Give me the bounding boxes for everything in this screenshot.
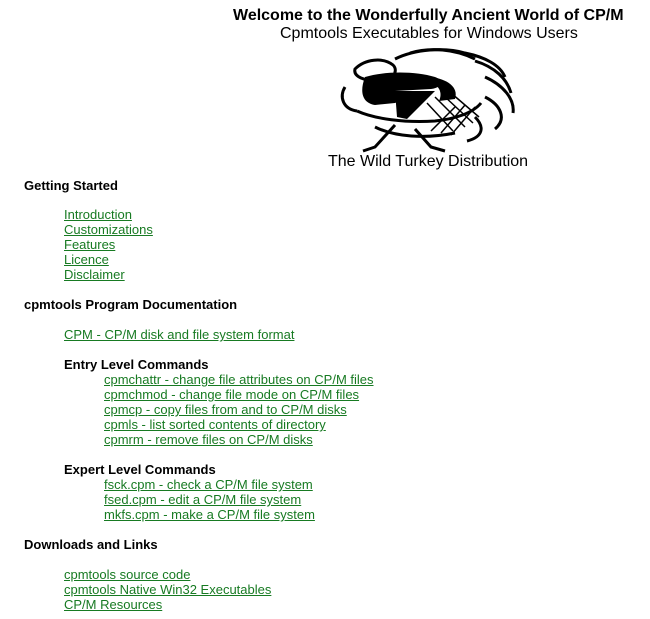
list-item [64, 237, 153, 252]
list-item [64, 222, 153, 237]
cpm-resources-link[interactable]: CP/M Resources [64, 597, 163, 612]
list-item [104, 507, 315, 522]
fsck-cpm-link[interactable]: fsck.cpm - check a CP/M file system [104, 477, 313, 492]
getting-started-heading: Getting Started [24, 178, 118, 193]
entry-level-heading: Entry Level Commands [64, 357, 209, 372]
distribution-tagline: The Wild Turkey Distribution [328, 153, 529, 170]
cpm-format-link[interactable]: CPM - CP/M disk and file system format [64, 327, 295, 342]
entry-level-links [104, 372, 374, 447]
list-item [104, 402, 374, 417]
licence-link[interactable]: Licence [64, 252, 109, 267]
getting-started-links [64, 207, 153, 282]
list-item [104, 372, 374, 387]
list-item [104, 492, 315, 507]
list-item [64, 597, 271, 612]
expert-level-links [104, 477, 315, 522]
cpm-format-links [64, 327, 294, 342]
features-link[interactable]: Features [64, 237, 116, 252]
list-item [104, 477, 315, 492]
list-item [104, 432, 374, 447]
cpmchattr-link[interactable]: cpmchattr - change file attributes on CP/M files [104, 372, 374, 387]
fsed-cpm-link[interactable]: fsed.cpm - edit a CP/M file system [104, 492, 302, 507]
downloads-links [64, 567, 271, 612]
introduction-link[interactable]: Introduction [64, 207, 132, 222]
page-subtitle: Cpmtools Executables for Windows Users [280, 25, 578, 42]
list-item [104, 387, 374, 402]
program-docs-heading: cpmtools Program Documentation [24, 297, 238, 312]
win32-executables-link[interactable]: cpmtools Native Win32 Executables [64, 582, 272, 597]
customizations-link[interactable]: Customizations [64, 222, 153, 237]
list-item [64, 327, 294, 342]
disclaimer-link[interactable]: Disclaimer [64, 267, 125, 282]
wild-turkey-logo-icon [335, 47, 525, 153]
downloads-heading: Downloads and Links [24, 537, 158, 552]
cpmchmod-link[interactable]: cpmchmod - change file mode on CP/M files [104, 387, 360, 402]
list-item [64, 252, 153, 267]
list-item [64, 207, 153, 222]
list-item [104, 417, 374, 432]
page-title: Welcome to the Wonderfully Ancient World of CP/M [233, 7, 624, 24]
mkfs-cpm-link[interactable]: mkfs.cpm - make a CP/M file system [104, 507, 315, 522]
cpmcp-link[interactable]: cpmcp - copy files from and to CP/M disks [104, 402, 347, 417]
source-code-link[interactable]: cpmtools source code [64, 567, 191, 582]
list-item [64, 267, 153, 282]
list-item [64, 582, 271, 597]
cpmls-link[interactable]: cpmls - list sorted contents of directory [104, 417, 326, 432]
list-item [64, 567, 271, 582]
expert-level-heading: Expert Level Commands [64, 462, 216, 477]
cpmrm-link[interactable]: cpmrm - remove files on CP/M disks [104, 432, 313, 447]
